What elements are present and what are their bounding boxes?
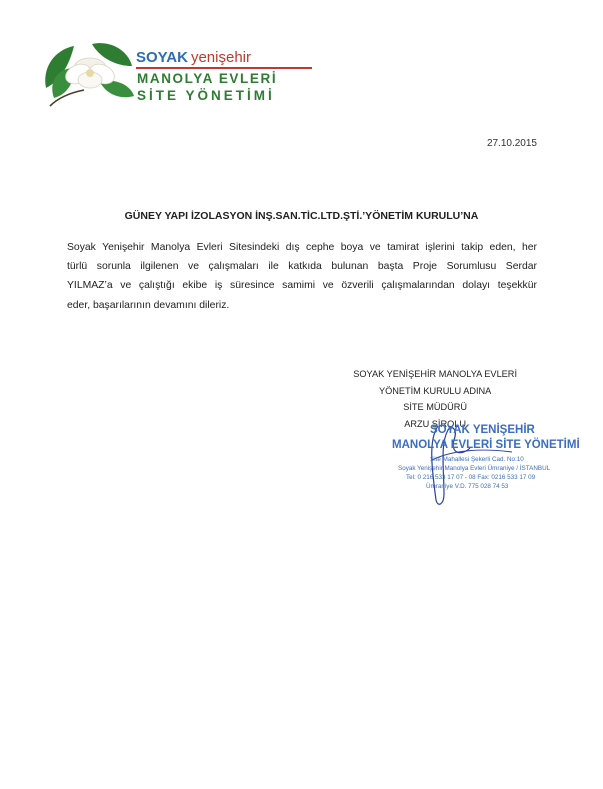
body-line: eder, başarılarının devamını dileriz. — [67, 299, 230, 311]
magnolia-flower-icon — [40, 38, 136, 108]
brand-yenisehir-text: yenişehir — [190, 49, 251, 66]
brand-line-manolya: MANOLYA EVLERİ — [137, 71, 278, 86]
official-stamp — [392, 420, 580, 510]
stamp-city: Soyak Yenişehir Manolya Evleri Ümraniye / İSTANBUL — [398, 465, 551, 472]
body-line: türlü sorunla ilgilenen ve çalışmaları ile katkıda bulunan başta Proje Sorumlusu Serdar — [67, 261, 537, 273]
brand-divider — [136, 67, 312, 69]
letter-date: 27.10.2015 — [486, 138, 537, 149]
stamp-address: Site Mahallesi Şekerli Cad. No:10 — [430, 456, 524, 463]
signature-role: SİTE MÜDÜRÜ — [403, 402, 468, 412]
stamp-tax: Ümraniye V.D. 775 028 74 53 — [426, 483, 509, 490]
signature-org: SOYAK YENİŞEHİR MANOLYA EVLERİ — [353, 369, 517, 379]
signature-on-behalf: YÖNETİM KURULU ADINA — [378, 385, 492, 396]
body-line: Soyak Yenişehir Manolya Evleri Sitesindeki dış cephe boya ve tamirat işlerini takip eden, her — [67, 242, 537, 253]
signature-name: ARZU ŞİROLU — [404, 418, 467, 429]
brand-soyak-text: SOYAK — [136, 49, 188, 66]
letter-title: GÜNEY YAPI İZOLASYON İNŞ.SAN.TİC.LTD.ŞTİ.’YÖNETİM KURULU’NA — [124, 210, 479, 222]
letter-body — [67, 238, 537, 315]
brand-line-site-yonetimi: SİTE YÖNETİMİ — [137, 88, 275, 103]
brand-name — [136, 49, 251, 67]
site-logo — [40, 38, 280, 108]
stamp-line-1: SOYAK YENİŞEHİR — [430, 424, 535, 436]
stamp-phone: Tel: 0 216 533 17 07 - 08 Fax: 0216 533 17 09 — [406, 474, 536, 481]
stamp-line-2: MANOLYA EVLERİ SİTE YÖNETİMİ — [392, 439, 580, 451]
body-line: YILMAZ’a ve çalıştığı ekibe iş süresince samimi ve özverili çalışmalarından dolayı teşekkür — [67, 280, 537, 292]
